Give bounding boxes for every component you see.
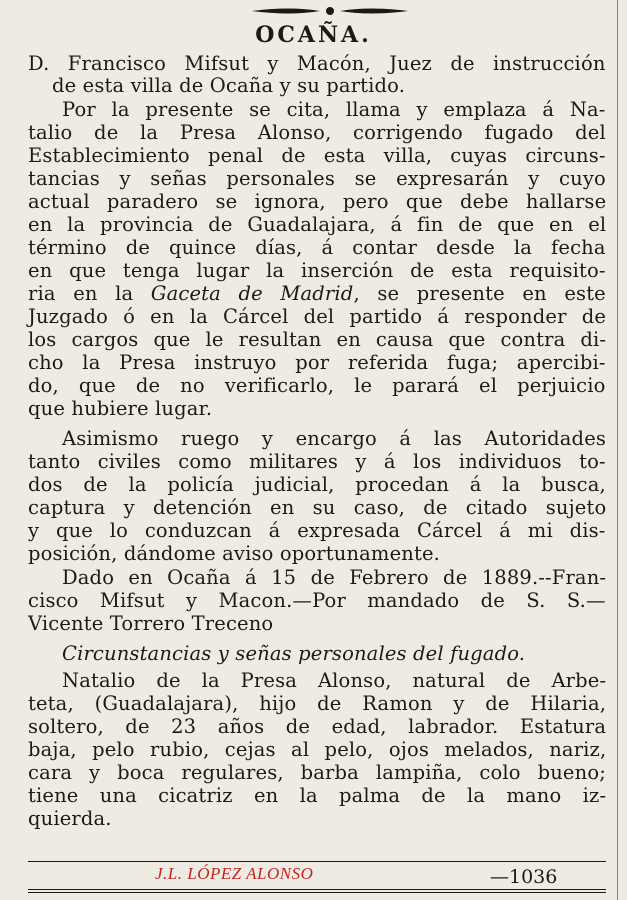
watermark-signature: J.L. LÓPEZ ALONSO [155, 864, 314, 883]
text-line: captura y detención en su caso, de citado sujeto [28, 496, 607, 519]
text-line: posición, dándome aviso oportunamente. [28, 542, 440, 565]
text-line: tiene una cicatriz en la palma de la mano iz- [28, 784, 607, 807]
text-line: que hubiere lugar. [28, 397, 213, 420]
text-line: los cargos que le resultan en causa que contra di- [28, 328, 607, 351]
text-line: quierda. [28, 807, 112, 830]
text-line: término de quince días, á contar desde la fecha [28, 236, 606, 259]
text-line: ria en la Gaceta de Madrid, se presente en este [28, 282, 606, 305]
page-title: OCAÑA. [255, 22, 372, 48]
text-line: Vicente Torrero Treceno [28, 612, 274, 635]
text-line: baja, pelo rubio, cejas al pelo, ojos melados, nariz, [28, 738, 607, 761]
text-line: en la provincia de Guadalajara, á fin de que en el [28, 213, 607, 236]
text-line: teta, (Guadalajara), hijo de Ramon y de Hilaria, [28, 692, 607, 715]
text-line: Dado en Ocaña á 15 de Febrero de 1889.--Fran- [62, 566, 607, 589]
text-line: tanto civiles como militares y á los individuos to- [28, 450, 606, 473]
section-heading: Circunstancias y señas personales del fugado. [62, 642, 526, 665]
page-number: —1036 [490, 866, 558, 888]
text-line: dos de la policía judicial, procedan á la busca, [28, 473, 606, 496]
text-line: de esta villa de Ocaña y su partido. [52, 74, 406, 97]
text-line: Juzgado ó en la Cárcel del partido á responder de [28, 305, 607, 328]
text-line: do, que de no verificarlo, le parará el perjuicio [28, 374, 606, 397]
bottom-rule-1 [28, 889, 606, 890]
text-line: cisco Mifsut y Macon.—Por mandado de S. S.— [28, 589, 606, 612]
text-line: actual paradero se ignora, pero que debe hallarse [28, 190, 607, 213]
text-line: en que tenga lugar la inserción de esta requisito- [28, 259, 606, 282]
text-line: talio de la Presa Alonso, corrigendo fugado del [28, 121, 606, 144]
text-line: D. Francisco Mifsut y Macón, Juez de instrucción [28, 52, 606, 75]
text-line: y que lo conduzcan á expresada Cárcel á mi dis- [28, 519, 606, 542]
text-line: cara y boca regulares, barba lampiña, colo bueno; [28, 761, 606, 784]
text-line: Natalio de la Presa Alonso, natural de Arbe- [62, 669, 607, 692]
text-line: cho la Presa instruyo por referida fuga; apercibi- [28, 351, 606, 374]
text-line: Asimismo ruego y encargo á las Autoridades [62, 427, 607, 450]
text-line: tancias y señas personales se expresarán y cuyo [28, 167, 606, 190]
bottom-rule-top [28, 861, 606, 862]
column-divider [617, 0, 618, 900]
bottom-rule-2 [28, 892, 606, 893]
ornament-divider [250, 4, 410, 18]
text-line: Por la presente se cita, llama y emplaza á Na- [62, 98, 606, 121]
text-line: soltero, de 23 años de edad, labrador. Estatura [28, 715, 607, 738]
newspaper-name: Gaceta de Madrid [150, 282, 354, 305]
text-line: Establecimiento penal de esta villa, cuyas circuns- [28, 144, 606, 167]
